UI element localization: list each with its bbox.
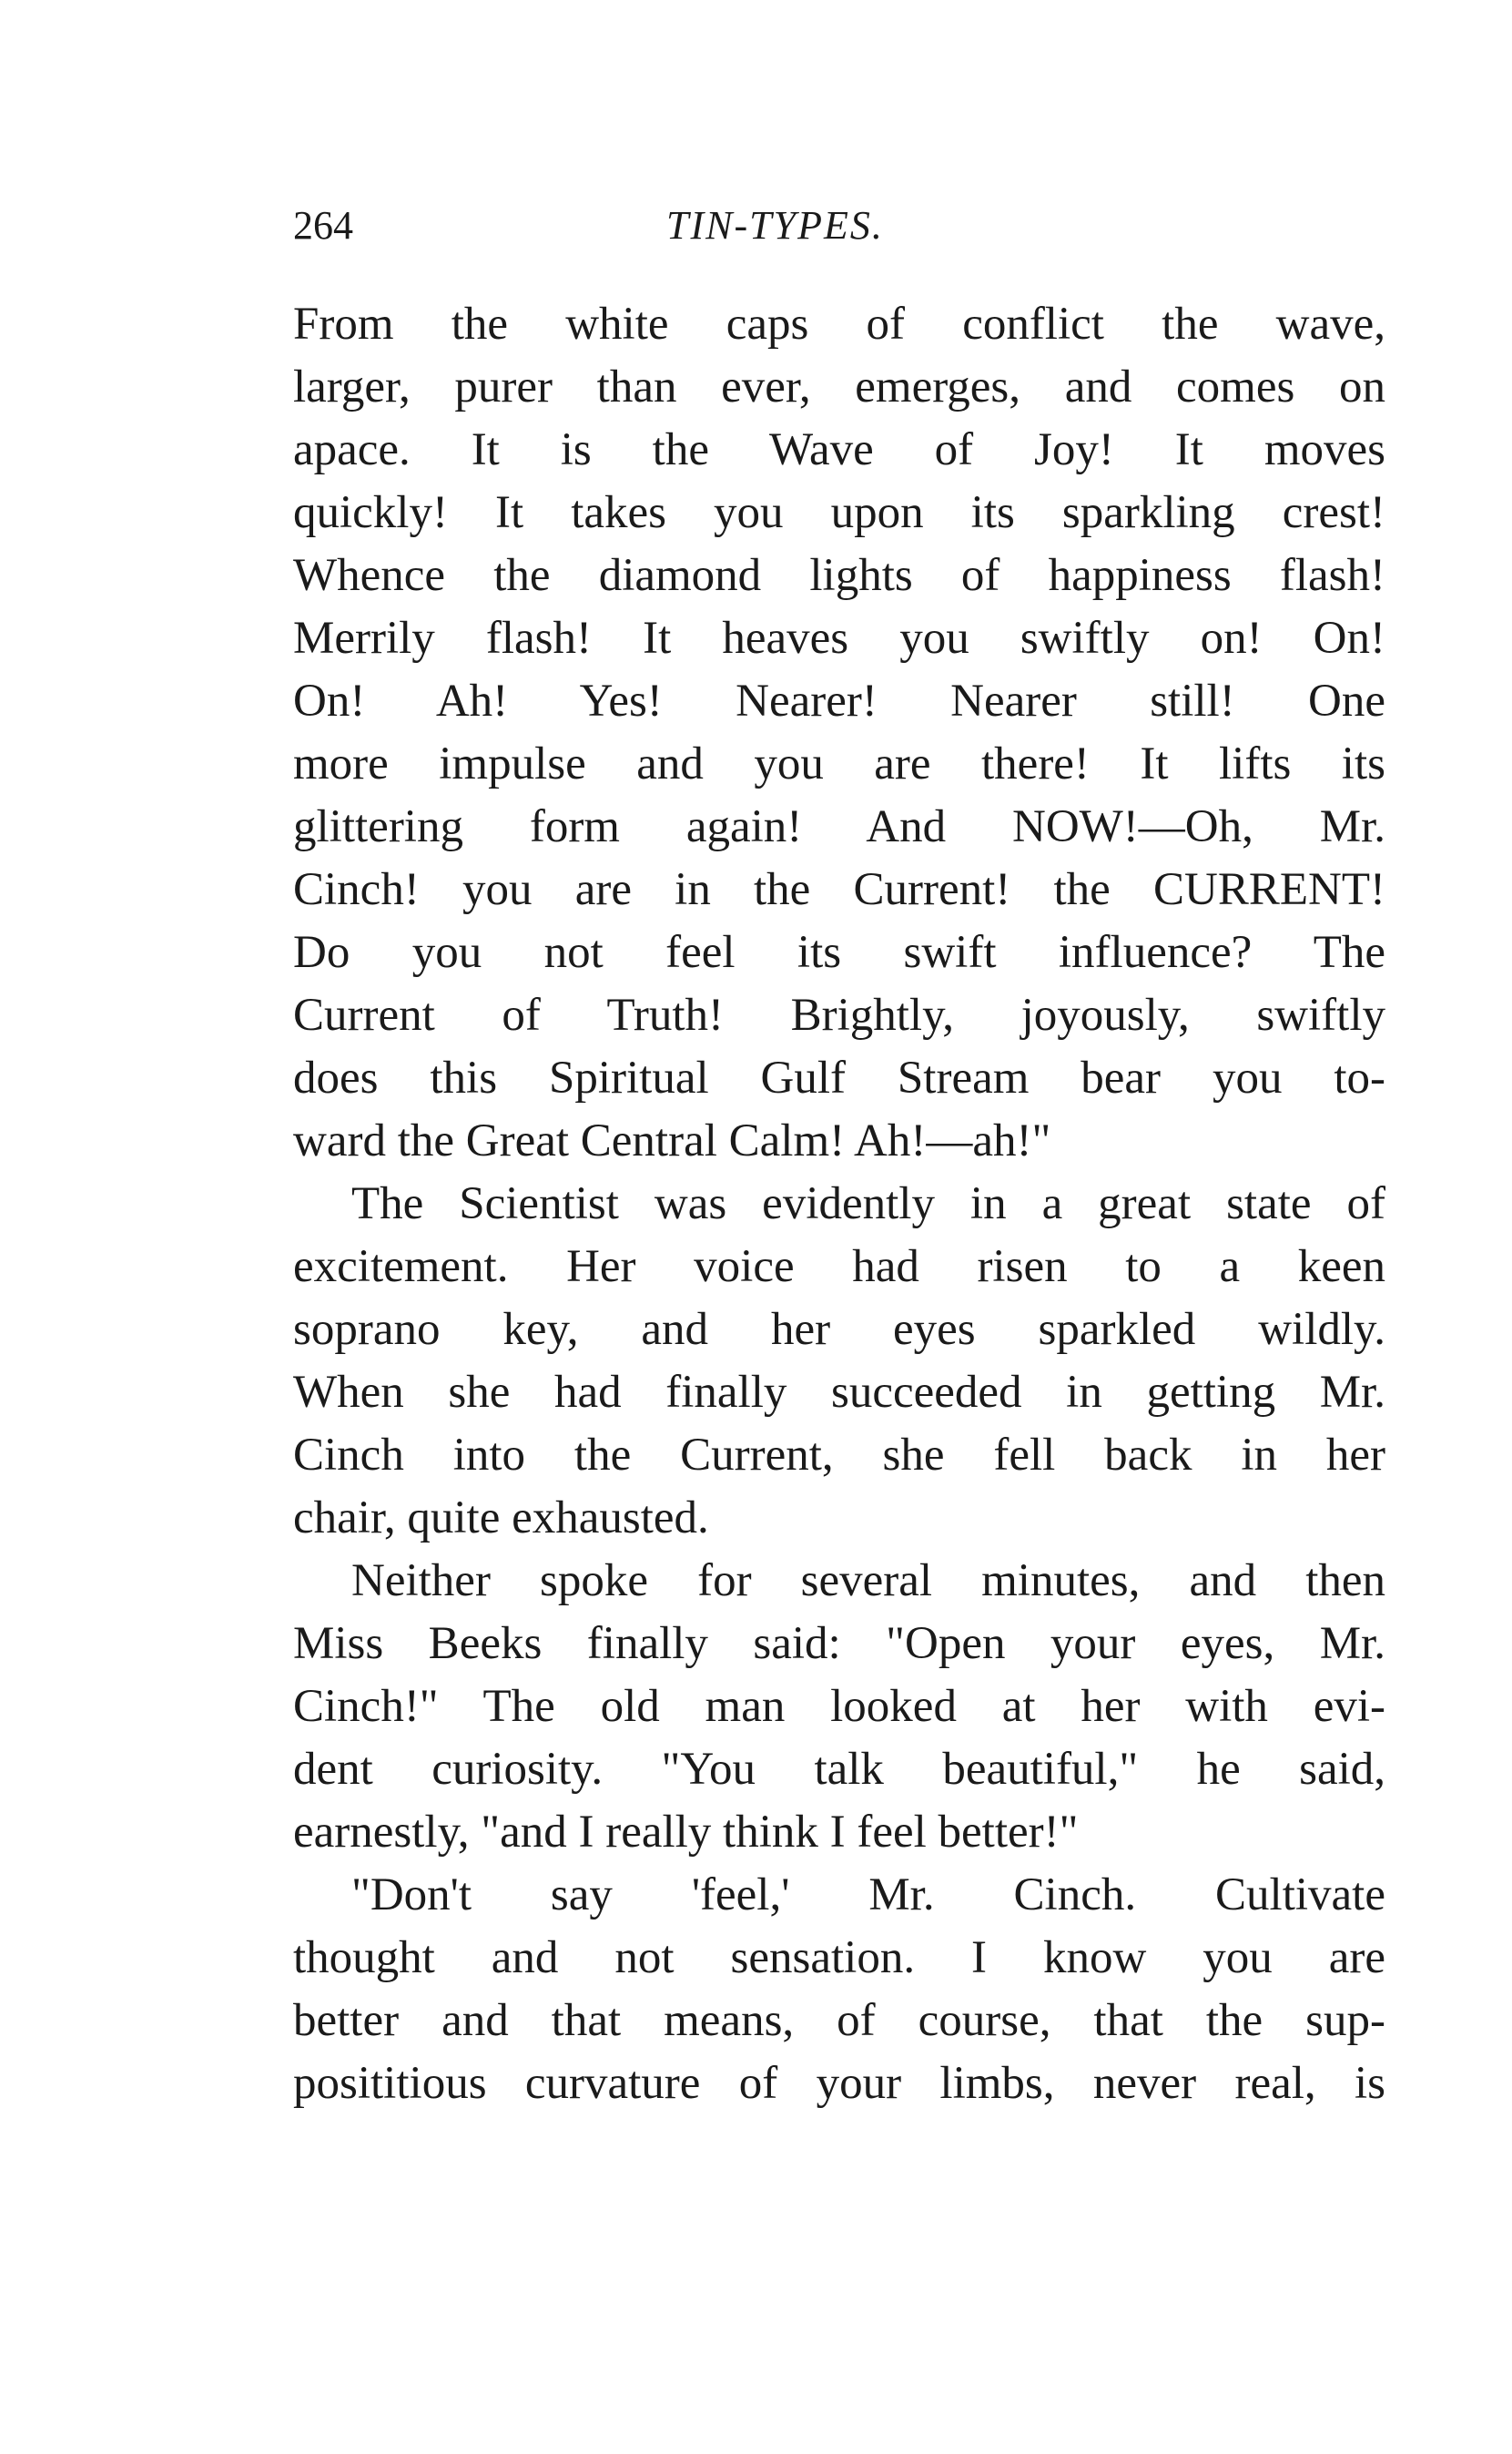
text-line: apace. It is the Wave of Joy! It moves bbox=[293, 424, 1385, 475]
text-line: posititious curvature of your limbs, never real, is bbox=[293, 2058, 1385, 2109]
text-line: When she had finally succeeded in getting Mr. bbox=[293, 1367, 1385, 1418]
body-text bbox=[293, 293, 1385, 2115]
text-line: larger, purer than ever, emerges, and comes on bbox=[293, 361, 1385, 412]
text-line: On! Ah! Yes! Nearer! Nearer still! One bbox=[293, 676, 1385, 727]
running-head bbox=[293, 199, 1385, 253]
text-line: does this Spiritual Gulf Stream bear you to- bbox=[293, 1053, 1385, 1104]
text-line: more impulse and you are there! It lifts its bbox=[293, 738, 1385, 789]
text-line: soprano key, and her eyes sparkled wildly. bbox=[293, 1304, 1385, 1355]
text-line: Cinch!" The old man looked at her with evi- bbox=[293, 1681, 1385, 1732]
text-line: Miss Beeks finally said: "Open your eyes, Mr. bbox=[293, 1618, 1385, 1669]
text-line: The Scientist was evidently in a great state of bbox=[351, 1178, 1385, 1229]
text-line: ward the Great Central Calm! Ah!—ah!" bbox=[293, 1115, 1051, 1166]
text-line: better and that means, of course, that the sup- bbox=[293, 1995, 1385, 2046]
text-line: dent curiosity. "You talk beautiful," he said, bbox=[293, 1744, 1385, 1795]
text-line: Neither spoke for several minutes, and then bbox=[351, 1555, 1385, 1606]
text-line: Whence the diamond lights of happiness flash! bbox=[293, 550, 1385, 601]
text-line: Current of Truth! Brightly, joyously, swiftly bbox=[293, 990, 1385, 1041]
text-line: earnestly, "and I really think I feel better!" bbox=[293, 1807, 1079, 1858]
page-number: 264 bbox=[293, 203, 353, 248]
text-line: thought and not sensation. I know you are bbox=[293, 1932, 1385, 1983]
text-line: excitement. Her voice had risen to a keen bbox=[293, 1241, 1385, 1292]
text-line: Merrily flash! It heaves you swiftly on! On! bbox=[293, 613, 1385, 664]
text-line: Cinch into the Current, she fell back in her bbox=[293, 1430, 1385, 1481]
text-line: chair, quite exhausted. bbox=[293, 1492, 709, 1543]
text-line: glittering form again! And NOW!—Oh, Mr. bbox=[293, 801, 1385, 852]
text-line: quickly! It takes you upon its sparkling crest! bbox=[293, 487, 1385, 538]
text-line: Do you not feel its swift influence? The bbox=[293, 927, 1385, 978]
text-line: From the white caps of conflict the wave, bbox=[293, 299, 1385, 350]
text-line: Cinch! you are in the Current! the CURRENT! bbox=[293, 864, 1385, 915]
running-title: TIN-TYPES. bbox=[666, 203, 884, 248]
text-line: "Don't say 'feel,' Mr. Cinch. Cultivate bbox=[351, 1869, 1385, 1920]
